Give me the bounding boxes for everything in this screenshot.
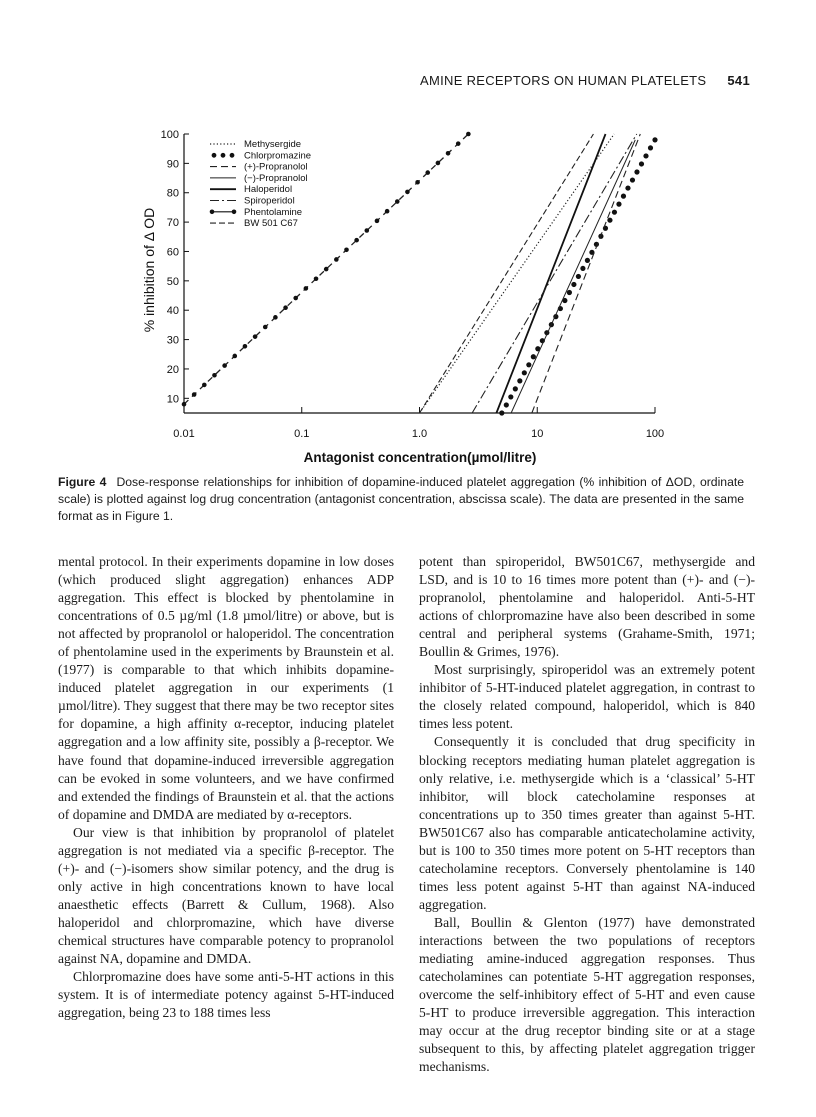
data-point [639, 161, 644, 166]
data-point [648, 145, 653, 150]
data-point [324, 267, 329, 272]
data-point [526, 362, 531, 367]
y-tick-label: 60 [166, 246, 179, 259]
data-point [643, 153, 648, 158]
figure-caption [58, 474, 744, 525]
paragraph: Ball, Boullin & Glenton (1977) have demonstrated interactions between the two populations of receptors mediating amine-induced aggregation responses. Thus catecholamines can potentiate 5-HT aggregation responses, overcome the self-inhibitory effect of 5-HT and even cause 5-HT to produce irreversible aggregation. This interaction may occur at the drug receptor binding site or at a stage subsequent to this, by affecting platelet aggregation trigger mechanisms. [419, 914, 755, 1075]
x-tick-label: 1.0 [411, 428, 428, 440]
data-point [571, 282, 576, 287]
legend-label: Methysergide [244, 139, 302, 150]
data-point [607, 218, 612, 223]
x-axis-label: Antagonist concentration(µmol/litre) [303, 450, 537, 465]
data-point [616, 202, 621, 207]
data-point [304, 286, 309, 291]
data-point [513, 386, 518, 391]
data-point [415, 180, 420, 185]
series-line [420, 134, 594, 413]
chart-legend [210, 139, 311, 229]
data-point [634, 169, 639, 174]
data-point [625, 185, 630, 190]
data-point [499, 410, 504, 415]
dose-response-chart [0, 0, 816, 470]
data-point [436, 161, 441, 166]
data-point [365, 228, 370, 233]
data-point [576, 274, 581, 279]
legend-marker [221, 153, 226, 158]
legend-label: Spiroperidol [244, 195, 295, 207]
series-line [511, 140, 635, 413]
paragraph: Consequently it is concluded that drug specificity in blocking receptors mediating human platelet aggregation is only relative, i.e. methysergide which is a ‘classical’ 5-HT inhibitor, will block catecholamine responses at concentrations up to 350 times greater than against 5-HT. BW501C67 also has comparable anticatecholamine activity, but is 100 to 350 times more potent on 5-HT receptors than catecholamine receptors. Conversely phentolamine is 140 times less potent against 5-HT than against NA-induced aggregation. [419, 734, 755, 912]
data-point [446, 151, 451, 156]
legend-label: (−)-Propranolol [244, 172, 308, 184]
x-tick-label: 0.01 [173, 428, 195, 440]
data-point [212, 373, 217, 378]
data-point [222, 363, 227, 368]
x-tick-label: 10 [531, 428, 544, 440]
data-point [395, 199, 400, 204]
y-tick-label: 70 [166, 217, 179, 230]
y-tick-label: 30 [166, 334, 179, 347]
paragraph: mental protocol. In their experiments dopamine in low doses (which produced slight aggregation) enhances ADP aggregation. This effect is blocked by phentolamine in concentrations of 0.5 µg/ml (1.8 µmol/litre) or above, but is not affected by propranolol or haloperidol. The concentration of phentolamine used in the experiments by Braunstein et al. (1977) is comparable to that which inhibits dopamine-induced platelet aggregation in our experiments (1 µmol/litre). They suggest that there may be two receptor sites for dopamine, a high affinity α-receptor, inducing platelet aggregation and a low affinity site, possibly a β-receptor. We have found that dopamine-induced irreversible aggregation can be evoked in some volunteers, and we have confirmed and extended the findings of Braunstein et al. that the actions of dopamine and DMDA are mediated by α-receptors. [58, 554, 394, 822]
legend-label: Chlorpromazine [244, 150, 312, 162]
series-line [472, 134, 637, 413]
y-tick-label: 90 [166, 158, 179, 171]
data-point [567, 290, 572, 295]
caption-text: Dose-response relationships for inhibition of dopamine-induced platelet aggregation (% inhibition of ΔOD, ordinate scale) is plotted against log drug concentration (antagonist concentration, abscissa scale). The data are presented in the same format as in Figure 1. [58, 475, 745, 523]
data-point [253, 334, 258, 339]
y-tick-label: 10 [166, 393, 179, 406]
paragraph: Our view is that inhibition by propranolol of platelet aggregation is not mediated via a specific β-receptor. The (+)- and (−)-isomers show similar potency, and the drug is only active in high concentrations known to have local anaesthetic effects (Barrett & Cullum, 1968). Also haloperidol and chlorpromazine, which have diverse chemical structures have comparable potency to propranolol against NA, dopamine and DMDA. [58, 824, 394, 967]
body-column-right [419, 553, 755, 1076]
data-point [385, 209, 390, 214]
legend-marker [212, 153, 217, 158]
caption-label: Figure 4 [58, 475, 107, 489]
data-point [202, 383, 207, 388]
data-point [652, 137, 657, 142]
legend-marker [230, 153, 235, 158]
data-point [612, 210, 617, 215]
legend-label: Phentolamine [244, 206, 303, 218]
series-line [532, 134, 640, 413]
page-number: 541 [727, 73, 750, 88]
data-point [621, 194, 626, 199]
data-point [405, 190, 410, 195]
data-point [531, 354, 536, 359]
running-title: AMINE RECEPTORS ON HUMAN PLATELETS [420, 73, 707, 88]
data-point [504, 402, 509, 407]
data-point [585, 258, 590, 263]
chart-axes [141, 129, 664, 465]
data-point [314, 276, 319, 281]
data-point [522, 370, 527, 375]
data-point [334, 257, 339, 262]
data-point [375, 219, 380, 224]
data-point [232, 354, 237, 359]
data-point [508, 394, 513, 399]
data-point [283, 305, 288, 310]
paragraph: Most surprisingly, spiroperidol was an extremely potent inhibitor of 5-HT-induced platelet aggregation, in contrast to the closely related compound, haloperidol, which is 840 times less potent. [419, 662, 755, 732]
data-point [517, 378, 522, 383]
y-tick-label: 40 [166, 305, 179, 318]
x-tick-label: 100 [645, 428, 665, 440]
data-point [456, 141, 461, 146]
paragraph: potent than spiroperidol, BW501C67, methysergide and LSD, and is 10 to 16 times more potent than (+)- and (−)-propranolol, phentolamine and haloperidol. Anti-5-HT actions of chlorpromazine have also been described in some central and peripheral systems (Grahame-Smith, 1971; Boullin & Grimes, 1976). [419, 554, 755, 660]
data-point [293, 296, 298, 301]
body-column-left [58, 553, 394, 1022]
data-point [425, 170, 430, 175]
y-tick-label: 100 [160, 129, 179, 141]
paragraph: Chlorpromazine does have some anti-5-HT actions in this system. It is of intermediate potency against 5-HT-induced aggregation, being 23 to 188 times less [58, 969, 394, 1021]
legend-label: Haloperidol [244, 184, 293, 196]
data-point [630, 177, 635, 182]
legend-label: BW 501 C67 [244, 218, 298, 230]
data-point [182, 402, 187, 407]
x-tick-label: 0.1 [294, 428, 310, 440]
series-line [496, 134, 605, 413]
data-point [243, 344, 248, 349]
data-point [273, 315, 278, 320]
y-tick-label: 20 [166, 363, 179, 376]
data-point [354, 238, 359, 243]
data-point [263, 325, 268, 330]
legend-marker [232, 210, 237, 215]
data-point [466, 132, 471, 137]
data-point [580, 266, 585, 271]
data-point [344, 247, 349, 252]
y-axis-label: % inhibition of Δ OD [141, 207, 157, 333]
legend-label: (+)-Propranolol [244, 161, 308, 173]
legend-marker [210, 210, 215, 215]
series-line [420, 134, 615, 413]
y-tick-label: 50 [166, 275, 179, 288]
y-tick-label: 80 [166, 187, 179, 200]
data-point [192, 392, 197, 397]
